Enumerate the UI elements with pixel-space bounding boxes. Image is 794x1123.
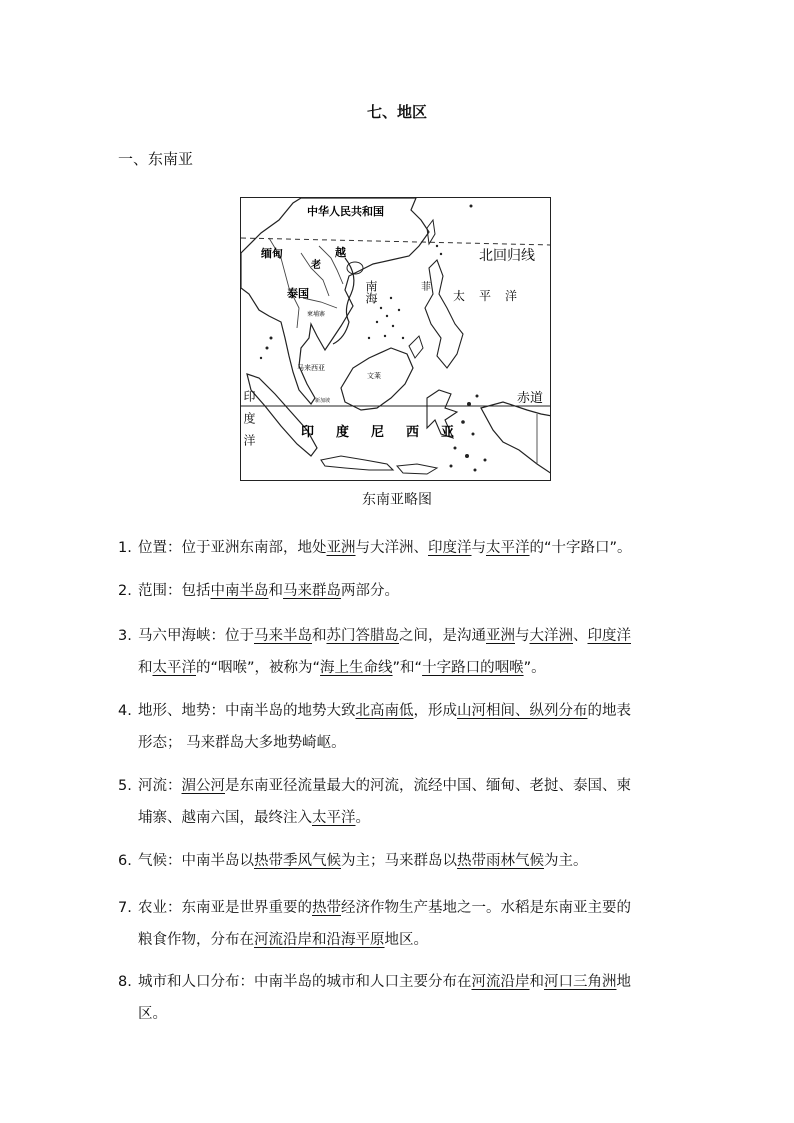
label-malaysia: 马来西亚 (297, 364, 325, 372)
philippines-outline (425, 260, 463, 368)
item-text: ”和“ (392, 660, 423, 676)
item-text: 的地表 (587, 703, 631, 719)
item-text: 和 (268, 583, 283, 599)
item-text: 农业：东南亚是世界重要的 (138, 900, 312, 916)
item-text: 与 (471, 540, 486, 556)
item-text: 之间，是沟通 (399, 628, 486, 644)
list-item-line (118, 652, 684, 684)
mainland-outline (241, 198, 429, 404)
list-item-line (118, 770, 684, 802)
label-indonesia: 印度尼西亚 (301, 425, 477, 440)
item-text: 地 (616, 974, 631, 990)
item-text: 的“十字路口”。 (529, 540, 632, 556)
item-text: 形态； 马来群岛大多地势崎岖。 (138, 735, 346, 751)
list-item-line (118, 620, 684, 652)
item-text: 粮食作物，分布在 (138, 932, 254, 948)
list-item-line (118, 998, 684, 1030)
answer-blank-text: 太平洋 (152, 660, 196, 676)
answer-blank-text: 热带雨林气候 (457, 853, 544, 869)
item-text: 是东南亚径流量最大的河流，流经中国、缅甸、老挝、泰国、柬 (225, 778, 631, 794)
list-item (118, 966, 684, 1030)
item-text: 。 (355, 810, 370, 826)
item-text: 为主。 (544, 853, 588, 869)
list-item-line (118, 532, 684, 564)
list-item-number: 7. (118, 900, 132, 916)
answer-blank-text: 印度洋 (428, 540, 472, 556)
label-myanmar: 缅甸 (261, 247, 283, 260)
label-china: 中华人民共和国 (307, 205, 384, 218)
tropic-line (241, 238, 551, 245)
map-drawing (241, 198, 551, 481)
answer-blank-text: 河流沿岸和沿海平原 (254, 932, 385, 948)
answer-blank-text: 河口三角洲 (544, 974, 617, 990)
item-text: 和 (312, 628, 327, 644)
label-singapore: 新加坡 (315, 398, 331, 404)
item-text: 马六甲海峡：位于 (138, 628, 254, 644)
item-text: 地形、地势：中南半岛的地势大致 (138, 703, 356, 719)
map-caption: 东南亚略图 (362, 492, 432, 508)
item-text: 与大洋洲、 (355, 540, 428, 556)
label-tropic: 北回归线 (479, 248, 535, 264)
label-brunei: 文莱 (367, 372, 381, 380)
list-item-number: 8. (118, 974, 132, 990)
list-item-number: 3. (118, 628, 132, 644)
answer-blank-text: 中南半岛 (210, 583, 269, 599)
label-south-sea: 南海 (364, 280, 378, 304)
list-item (118, 892, 684, 956)
label-philippines: 菲 (421, 282, 431, 293)
answer-blank-text: 山河相间、纵列分布 (457, 703, 588, 719)
list-item-number: 1. (118, 540, 132, 556)
item-text: 和 (529, 974, 544, 990)
list-item (118, 620, 684, 684)
list-item-line (118, 892, 684, 924)
answer-blank-text: 亚洲 (486, 628, 515, 644)
sumatra-outline (247, 374, 317, 456)
list-item (118, 532, 684, 564)
list-item-line (118, 727, 684, 759)
list-item-line (118, 966, 684, 998)
item-text: ”。 (523, 660, 546, 676)
answer-blank-text: 大洋洲 (529, 628, 573, 644)
item-text: 两部分。 (341, 583, 399, 599)
page-title: 七、地区 (366, 103, 427, 121)
item-text: 城市和人口分布：中南半岛的城市和人口主要分布在 (138, 974, 472, 990)
label-thailand: 泰国 (287, 287, 309, 300)
answer-blank-text: 太平洋 (486, 540, 530, 556)
item-text: 和 (138, 660, 153, 676)
list-item-line (118, 924, 684, 956)
answer-blank-text: 河流沿岸 (471, 974, 530, 990)
answer-blank-text: 太平洋 (312, 810, 356, 826)
item-text: 为主；马来群岛以 (341, 853, 457, 869)
item-text: 河流： (138, 778, 182, 794)
list-item-number: 6. (118, 853, 132, 869)
item-text: 埔寨、越南六国，最终注入 (138, 810, 312, 826)
list-item-number: 2. (118, 583, 132, 599)
label-laos: 老 (311, 260, 321, 271)
item-text: ，形成 (413, 703, 457, 719)
list-item-number: 5. (118, 778, 132, 794)
item-text: 气候：中南半岛以 (138, 853, 254, 869)
list-item (118, 770, 684, 834)
item-text: 、 (573, 628, 588, 644)
item-text: 范围：包括 (138, 583, 211, 599)
item-text: 位置：位于亚洲东南部，地处 (138, 540, 327, 556)
southeast-asia-map (240, 197, 551, 481)
new-guinea-outline (481, 402, 551, 474)
item-text: 地区。 (384, 932, 428, 948)
list-item-line (118, 575, 684, 607)
answer-blank-text: 北高南低 (355, 703, 414, 719)
answer-blank-text: 海上生命线 (320, 660, 393, 676)
label-pacific: 太平洋 (453, 289, 532, 303)
label-equator: 赤道 (517, 391, 544, 406)
list-item-line (118, 695, 684, 727)
answer-blank-text: 印度洋 (587, 628, 631, 644)
list-item (118, 575, 684, 607)
list-item-number: 4. (118, 703, 132, 719)
list-item (118, 695, 684, 759)
label-vietnam: 越 (335, 246, 346, 259)
answer-blank-text: 热带 (312, 900, 341, 916)
answer-blank-text: 热带季风气候 (254, 853, 341, 869)
section-heading: 一、东南亚 (118, 150, 194, 168)
item-text: 与 (515, 628, 530, 644)
item-text: 经济作物生产基地之一。水稻是东南亚主要的 (341, 900, 631, 916)
item-text: 区。 (138, 1006, 167, 1022)
answer-blank-text: 湄公河 (181, 778, 225, 794)
label-indian-ocean: 印度洋 (242, 390, 256, 456)
answer-blank-text: 十字路口的咽喉 (422, 660, 524, 676)
answer-blank-text: 苏门答腊岛 (326, 628, 399, 644)
answer-blank-text: 马来群岛 (283, 583, 341, 599)
list-item (118, 845, 684, 877)
label-cambodia: 柬埔寨 (307, 311, 326, 318)
answer-blank-text: 亚洲 (326, 540, 356, 556)
list-item-line (118, 802, 684, 834)
answer-blank-text: 马来半岛 (254, 628, 312, 644)
list-item-line (118, 845, 684, 877)
item-text: 的“咽喉”，被称为“ (196, 660, 321, 676)
